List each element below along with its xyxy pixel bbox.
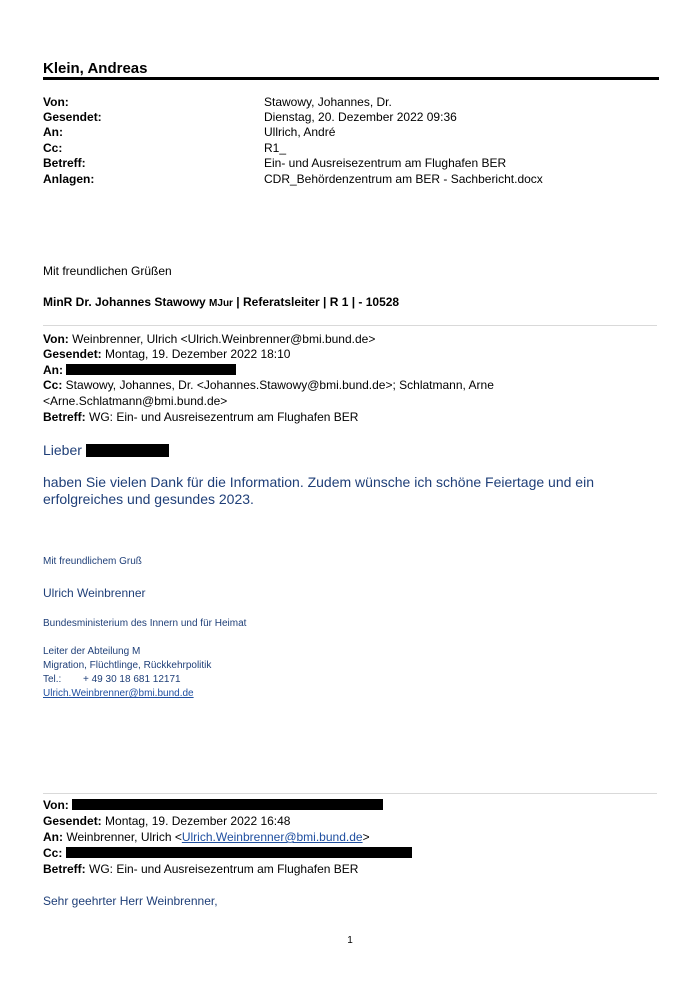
message1-org: Bundesministerium des Innern und für Heimat — [43, 618, 247, 629]
forward1-from — [43, 332, 375, 348]
forward1-sent — [43, 347, 290, 363]
signature-suffix: MJur — [209, 298, 233, 309]
forward1-cc-line2: <Arne.Schlatmann@bmi.bund.de> — [43, 394, 228, 408]
message1-email-link[interactable]: Ulrich.Weinbrenner@bmi.bund.de — [43, 688, 194, 699]
message1-department: Migration, Flüchtlinge, Rückkehrpolitik — [43, 660, 212, 671]
forward1-cc-value: Stawowy, Johannes, Dr. <Johannes.Stawowy@bmi.bund.de>; Schlatmann, Arne — [62, 378, 494, 392]
forward1-sent-value: Montag, 19. Dezember 2022 18:10 — [101, 347, 291, 361]
header-key-sent: Gesendet: — [43, 110, 102, 124]
header-key-cc: Cc: — [43, 141, 63, 155]
header-value-sent: Dienstag, 20. Dezember 2022 09:36 — [264, 110, 457, 124]
header-value-cc: R1_ — [264, 141, 287, 155]
message1-body: haben Sie vielen Dank für die Information. Zudem wünsche ich schöne Feiertage und ein erfolgreiches und gesundes 2023. — [43, 474, 594, 507]
forward1-from-value: Weinbrenner, Ulrich <Ulrich.Weinbrenner@bmi.bund.de> — [68, 332, 376, 346]
forward2-sent-label: Gesendet: — [43, 814, 102, 828]
document-title: Klein, Andreas — [43, 60, 148, 77]
message1-position: Leiter der Abteilung M — [43, 646, 141, 657]
header-value-attachments: CDR_Behördenzentrum am BER - Sachbericht.docx — [264, 172, 543, 186]
page-number: 1 — [347, 935, 353, 946]
forward2-sent — [43, 814, 290, 830]
message2-salutation: Sehr geehrter Herr Weinbrenner, — [43, 894, 218, 908]
redaction-bar — [66, 364, 236, 375]
message1-closing: Mit freundlichem Gruß — [43, 556, 142, 567]
salutation-text: Lieber — [43, 442, 82, 458]
forward1-to — [43, 363, 236, 379]
title-rule — [43, 77, 659, 80]
separator-rule — [43, 325, 657, 326]
redaction-bar — [72, 799, 383, 810]
forward1-from-label: Von: — [43, 332, 69, 346]
separator-rule — [43, 793, 657, 794]
redaction-bar — [66, 847, 412, 858]
forward2-to-label: An: — [43, 830, 63, 844]
forward2-cc-label: Cc: — [43, 846, 63, 860]
header-key-from: Von: — [43, 95, 69, 109]
forward1-to-label: An: — [43, 363, 63, 377]
forward2-subject — [43, 862, 358, 878]
forward2-to-email-link[interactable]: Ulrich.Weinbrenner@bmi.bund.de — [181, 830, 363, 844]
forward1-cc-label: Cc: — [43, 378, 63, 392]
forward2-to — [43, 830, 370, 846]
header-value-from: Stawowy, Johannes, Dr. — [264, 95, 392, 109]
greeting: Mit freundlichen Grüßen — [43, 264, 172, 278]
forward2-from — [43, 798, 383, 814]
header-value-to: Ullrich, André — [264, 125, 336, 139]
forward2-to-suffix: > — [362, 830, 370, 844]
forward2-subject-label: Betreff: — [43, 862, 86, 876]
forward1-sent-label: Gesendet: — [43, 347, 102, 361]
signature-line — [43, 295, 399, 309]
message1-salutation — [43, 442, 169, 458]
forward1-subject — [43, 410, 358, 426]
forward2-sent-value: Montag, 19. Dezember 2022 16:48 — [101, 814, 291, 828]
signature-role: | Referatsleiter | R 1 | - 10528 — [232, 295, 400, 309]
header-key-attachments: Anlagen: — [43, 172, 95, 186]
header-key-to: An: — [43, 125, 63, 139]
signature-name: MinR Dr. Johannes Stawowy — [43, 295, 206, 309]
forward1-subject-label: Betreff: — [43, 410, 86, 424]
forward2-to-prefix: Weinbrenner, Ulrich < — [63, 830, 182, 844]
header-value-subject: Ein- und Ausreisezentrum am Flughafen BER — [264, 156, 507, 170]
redaction-bar — [86, 444, 169, 457]
forward2-from-label: Von: — [43, 798, 69, 812]
forward2-subject-value: WG: Ein- und Ausreisezentrum am Flughafen BER — [85, 862, 359, 876]
message1-name: Ulrich Weinbrenner — [43, 586, 146, 600]
header-key-subject: Betreff: — [43, 156, 86, 170]
forward1-subject-value: WG: Ein- und Ausreisezentrum am Flughafen BER — [85, 410, 359, 424]
message1-tel: + 49 30 18 681 12171 — [83, 674, 181, 685]
forward2-cc — [43, 846, 412, 862]
message1-tel-label: Tel.: — [43, 674, 62, 685]
forward1-cc — [43, 378, 494, 394]
